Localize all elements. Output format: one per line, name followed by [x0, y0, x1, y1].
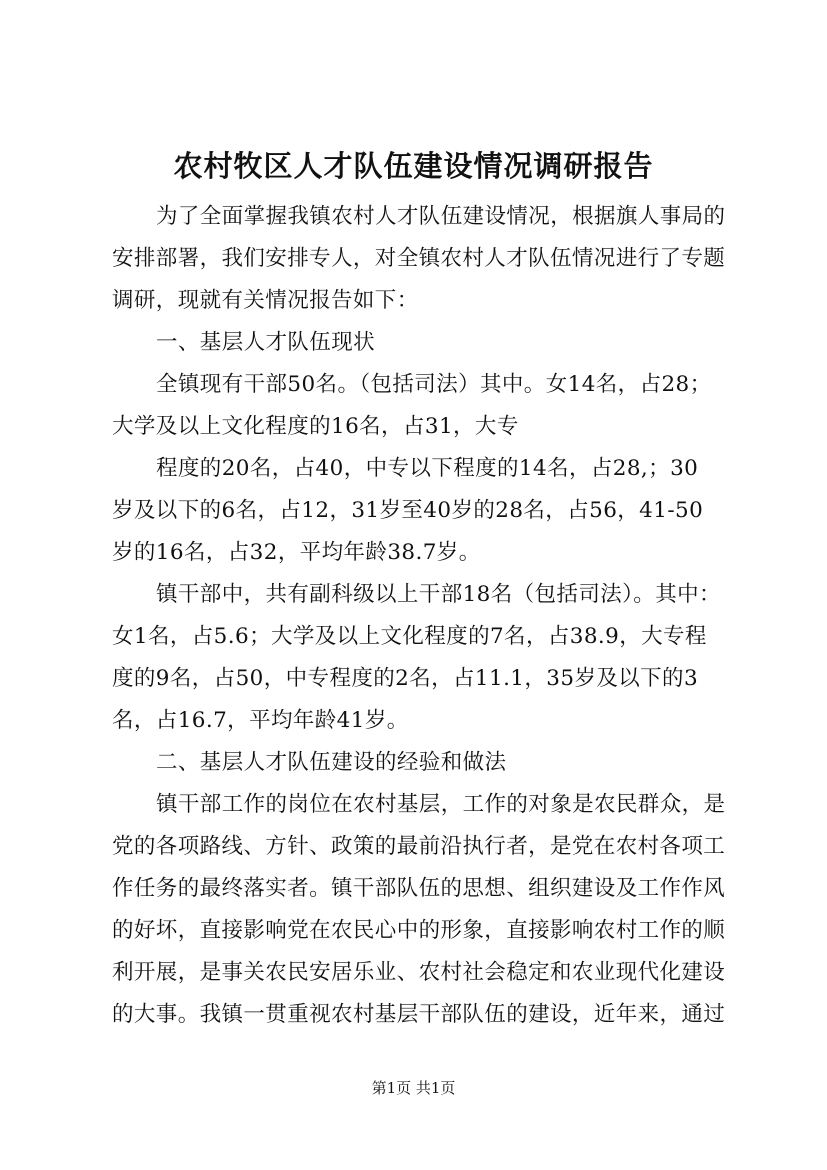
paragraph-line: 党的各项路线、方针、政策的最前沿执行者，是党在农村各项工: [112, 834, 726, 859]
document-title: 农村牧区人才队伍建设情况调研报告: [173, 149, 654, 183]
section-heading: 二、基层人才队伍建设的经验和做法: [156, 750, 507, 775]
document-body: [112, 196, 726, 1036]
paragraph-line: 全镇现有干部50名。（包括司法）其中。女14名，占28；: [156, 372, 712, 397]
paragraph-line: 镇干部中，共有副科级以上干部18名（包括司法）。其中：: [156, 582, 721, 607]
paragraph-line: 镇干部工作的岗位在农村基层，工作的对象是农民群众，是: [156, 792, 726, 817]
paragraph-line: 安排部署，我们安排专人，对全镇农村人才队伍情况进行了专题: [112, 246, 726, 271]
paragraph-line: 女1名，占5.6；大学及以上文化程度的7名，占38.9，大专程: [112, 624, 707, 649]
paragraph-line: 程度的20名，占40，中专以下程度的14名，占28,；30: [156, 456, 699, 481]
paragraph-line: 作任务的最终落实者。镇干部队伍的思想、组织建设及工作作风: [112, 876, 726, 901]
paragraph-line: 名，占16.7，平均年龄41岁。: [112, 708, 409, 733]
paragraph-line: 度的9名，占50，中专程度的2名，占11.1，35岁及以下的3: [112, 666, 699, 691]
paragraph-line: 岁的16名，占32，平均年龄38.7岁。: [112, 540, 481, 565]
page-footer: 第1页 共1页: [371, 1079, 456, 1097]
paragraph-line: 为了全面掌握我镇农村人才队伍建设情况，根据旗人事局的: [156, 204, 726, 229]
section-heading: 一、基层人才队伍现状: [156, 330, 376, 355]
paragraph-line: 岁及以下的6名，占12，31岁至40岁的28名，占56，41-50: [112, 498, 704, 523]
paragraph-line: 的大事。我镇一贯重视农村基层干部队伍的建设，近年来，通过: [112, 1002, 726, 1027]
paragraph-line: 大学及以上文化程度的16名，占31，大专: [112, 414, 519, 439]
paragraph-line: 的好坏，直接影响党在农民心中的形象，直接影响农村工作的顺: [112, 918, 726, 943]
paragraph-line: 调研，现就有关情况报告如下：: [112, 288, 419, 313]
paragraph-line: 利开展，是事关农民安居乐业、农村社会稳定和农业现代化建设: [112, 960, 726, 985]
